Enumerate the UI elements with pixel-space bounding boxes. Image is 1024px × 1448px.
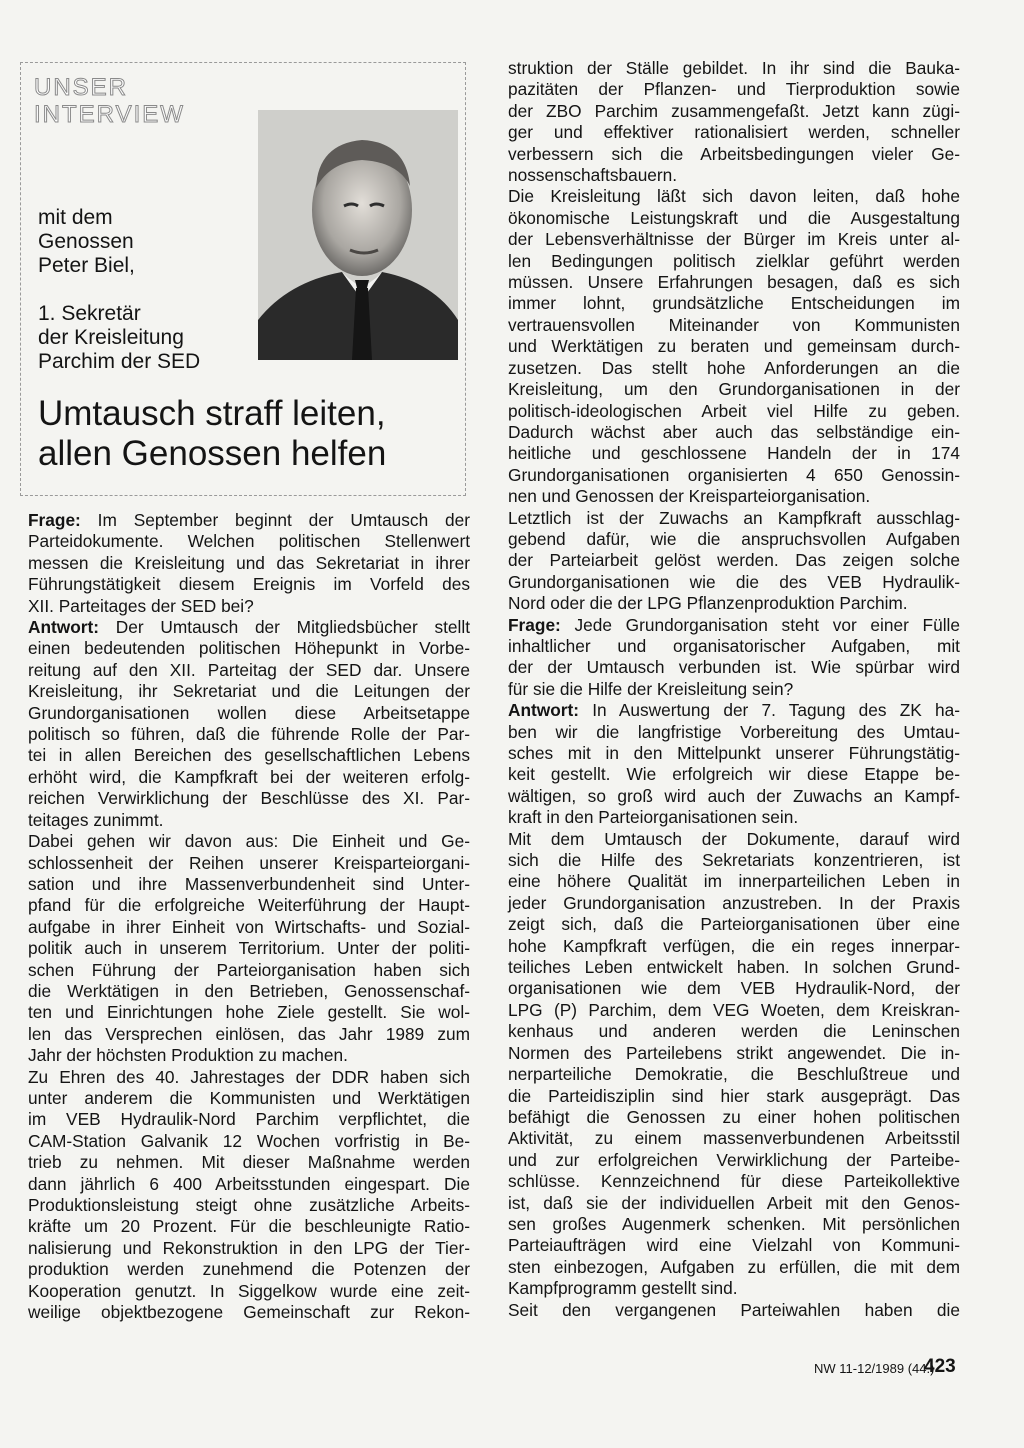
article-line: politisch-ideologischen Arbeit viel Hilfe zu geben. (508, 400, 960, 421)
kicker-line-1: UNSER (34, 74, 129, 101)
article-line: kräfte um 20 Prozent. Für die beschleunigte Ratio- (28, 1216, 470, 1237)
article-line: Jahr der höchsten Produktion zu machen. (28, 1045, 348, 1066)
article-line: Mit dem Umtausch der Dokumente, darauf wird (508, 828, 960, 849)
page-footer (814, 1356, 974, 1380)
page-number: 423 (924, 1356, 956, 1377)
article-line: Kampfprogramm gestellt sind. (508, 1278, 738, 1299)
article-line: reitung auf den XII. Parteitag der SED dar. Unsere (28, 659, 470, 680)
article-line: müssen. Unsere Erfahrungen besagen, daß es sich (508, 272, 960, 293)
article-line: einen bedeutenden politischen Höhepunkt in Vorbe- (28, 638, 470, 659)
article-line: ger und effektiver rationalisiert werden, schneller (508, 122, 960, 143)
article-line: vertrauensvollen Miteinander von Kommunisten (508, 314, 960, 335)
article-line: weilige objektbezogene Gemeinschaft zur Rekon- (28, 1302, 470, 1323)
intro-name: Peter Biel, (38, 254, 135, 277)
article-line: schen Führung der Parteiorganisation haben sich (28, 959, 470, 980)
speaker-label: Antwort: (508, 700, 580, 721)
article-line: zusetzen. Das stellt hohe Anforderungen an die (508, 357, 960, 378)
article-column-right (508, 58, 960, 1321)
article-line: Frage: Jede Grundorganisation steht vor einer Fülle (508, 614, 960, 635)
headline-line-2: allen Genossen helfen (38, 434, 387, 473)
article-line: Antwort: Der Umtausch der Mitgliedsbücher stellt (28, 617, 470, 638)
article-line: ten und Einrichtungen hohe Ziele gestellt. Sie wol- (28, 1002, 470, 1023)
article-line: Die Kreisleitung läßt sich davon leiten, daß hohe (508, 186, 960, 207)
article-line: zeigt sich, daß die Parteiorganisationen über eine (508, 914, 960, 935)
headline (38, 394, 458, 474)
article-line: organisationen wie dem VEB Hydraulik-Nord, der (508, 978, 960, 999)
issue-reference: NW 11-12/1989 (44.) (814, 1361, 935, 1376)
article-line: ökonomische Leistungskraft und die Ausgestaltung (508, 207, 960, 228)
intro-role: Parchim der SED (38, 350, 201, 373)
article-line: teiliches Leben entwickelt haben. In solchen Grund- (508, 957, 960, 978)
article-line: politik auch in unserem Territorium. Unter der politi- (28, 938, 470, 959)
article-line: kenhaus und anderen werden die Leninschen (508, 1021, 960, 1042)
article-line: reichen Verwirklichung der Beschlüsse des XI. Par- (28, 788, 470, 809)
article-line: Dadurch wächst aber auch das selbständige ein- (508, 421, 960, 442)
article-line: nerparteiliche Demokratie, die Beschlußtreue und (508, 1064, 960, 1085)
article-line: pfand für die erfolgreiche Weiterführung der Haupt- (28, 895, 470, 916)
article-column-left (28, 510, 470, 1323)
article-line: Grundorganisationen organisierten 4 650 Genossin- (508, 464, 960, 485)
article-line: kraft in den Parteiorganisationen sein. (508, 807, 799, 828)
article-line: Seit den vergangenen Parteiwahlen haben die (508, 1299, 960, 1320)
article-line: nen und Genossen der Kreisparteiorganisation. (508, 486, 871, 507)
article-line: Aktivität, zu einem massenverbundenen Arbeitsstil (508, 1128, 960, 1149)
article-line: Zu Ehren des 40. Jahrestages der DDR haben sich (28, 1066, 470, 1087)
article-line: immer lohnt, grundsätzliche Entscheidungen im (508, 293, 960, 314)
article-line: Kooperation genutzt. In Siggelkow wurde eine zeit- (28, 1280, 470, 1301)
article-line: inhaltlicher und organisatorischer Aufgaben, mit (508, 635, 960, 656)
article-line: Frage: Im September beginnt der Umtausch der (28, 510, 470, 530)
article-line: und zur erfolgreichen Verwirklichung der Parteibe- (508, 1149, 960, 1170)
article-line: nossenschaftsbauern. (508, 165, 678, 186)
article-line: Letztlich ist der Zuwachs an Kampfkraft ausschlag- (508, 507, 960, 528)
article-line: der der Umtausch verbunden ist. Wie spürbar wird (508, 657, 960, 678)
portrait-photo (258, 110, 458, 360)
article-line: Grundorganisationen wie die des VEB Hydraulik- (508, 571, 960, 592)
kicker-line-2: INTERVIEW (34, 101, 185, 128)
article-line: struktion der Ställe gebildet. In ihr sind die Bauka- (508, 58, 960, 78)
article-line: befähigt die Genossen zu einer hohen politischen (508, 1106, 960, 1127)
article-line: ben wir die langfristige Vorbereitung des Umtau- (508, 721, 960, 742)
article-line: len das Versprechen einlösen, das Jahr 1989 zum (28, 1023, 470, 1044)
article-line: erhöht wird, die Kampfkraft bei der weiteren erfolg- (28, 766, 470, 787)
speaker-label: Antwort: (28, 617, 100, 638)
article-line: tei in allen Bereichen des gesellschaftlichen Lebens (28, 745, 470, 766)
article-line: Kreisleitung, ihr Sekretariat und die Leitungen der (28, 681, 470, 702)
section-kicker (34, 74, 234, 128)
headline-line-1: Umtausch straff leiten, (38, 394, 386, 433)
article-line: sen großes Augenmerk schenken. Mit persönlichen (508, 1213, 960, 1234)
speaker-label: Frage: (508, 614, 561, 635)
intro-role: der Kreisleitung (38, 326, 184, 349)
intro-line: Genossen (38, 230, 134, 253)
article-line: pazitäten der Pflanzen- und Tierproduktion sowie (508, 79, 960, 100)
article-line: verbessern sich die Arbeitsbedingungen vieler Ge- (508, 143, 960, 164)
article-line: Grundorganisationen wollen diese Arbeitsetappe (28, 702, 470, 723)
article-line: trieb zu nehmen. Mit dieser Maßnahme werden (28, 1152, 470, 1173)
article-line: Antwort: In Auswertung der 7. Tagung des ZK ha- (508, 700, 960, 721)
article-line: wältigen, so groß wird auch der Zuwachs an Kampf- (508, 785, 960, 806)
article-line: produktion werden zunehmend die Potenzen der (28, 1259, 470, 1280)
article-line: Dabei gehen wir davon aus: Die Einheit und Ge- (28, 831, 470, 852)
intro-line: mit dem (38, 206, 113, 229)
article-line: nalisierung und Rekonstruktion in den LPG der Tier- (28, 1237, 470, 1258)
article-line: unter anderem die Kommunisten und Werktätigen (28, 1087, 470, 1108)
article-line: heitliche und geschlossene Handeln der in 174 (508, 443, 960, 464)
portrait-photo-icon (258, 110, 458, 360)
intro-role: 1. Sekretär (38, 302, 141, 325)
article-line: gebend dafür, wie die anspruchsvollen Aufgaben (508, 528, 960, 549)
article-line: dann jährlich 6 400 Arbeitsstunden eingespart. Die (28, 1173, 470, 1194)
article-line: sich die Hilfe des Sekretariats konzentrieren, ist (508, 850, 960, 871)
article-line: aufgabe in ihrer Einheit von Wirtschafts- und Sozial- (28, 916, 470, 937)
article-line: für sie die Hilfe der Kreisleitung sein? (508, 678, 794, 699)
article-line: sation und ihre Massenverbundenheit sind Unter- (28, 873, 470, 894)
article-line: die Werktätigen in den Betrieben, Genossenschaf- (28, 980, 470, 1001)
article-line: und Werktätigen zu beraten und gemeinsam durch- (508, 336, 960, 357)
article-line: keit gestellt. Wie erfolgreich wir diese Etappe be- (508, 764, 960, 785)
article-line: LPG (P) Parchim, dem VEG Woeten, dem Kreiskran- (508, 999, 960, 1020)
article-line: teitages zunimmt. (28, 809, 164, 830)
article-line: die Parteidisziplin sind hier stark ausgeprägt. Das (508, 1085, 960, 1106)
article-line: CAM-Station Galvanik 12 Wochen vorfristig in Be- (28, 1130, 470, 1151)
speaker-label: Frage: (28, 510, 81, 530)
article-line: sten einbezogen, Aufgaben zu erfüllen, die mit dem (508, 1256, 960, 1277)
article-line: ist, daß sie der individuellen Arbeit mit den Genos- (508, 1192, 960, 1213)
article-line: Kreisleitung, um den Grundorganisationen in der (508, 379, 960, 400)
article-line: politisch so führen, daß die führende Rolle der Par- (28, 724, 470, 745)
article-line: im VEB Hydraulik-Nord Parchim verpflichtet, die (28, 1109, 470, 1130)
article-line: Produktionsleistung steigt ohne zusätzliche Arbeits- (28, 1195, 470, 1215)
article-line: sches mit in den Mittelpunkt unserer Führungstätig- (508, 743, 960, 763)
article-line: der ZBO Parchim zusammengefaßt. Jetzt kann zügi- (508, 100, 960, 121)
article-line: Führungstätigkeit diesem Ereignis im Vorfeld des (28, 574, 470, 595)
article-line: der Lebensverhältnisse der Bürger im Kreis unter al- (508, 229, 960, 250)
article-line: Nord oder die der LPG Pflanzenproduktion Parchim. (508, 593, 908, 614)
article-line: Parteidokumente. Welchen politischen Stellenwert (28, 531, 470, 552)
article-line: Normen des Parteilebens strikt angewendet. Die in- (508, 1042, 960, 1063)
article-line: jeder Grundorganisation anzustreben. In der Praxis (508, 892, 960, 913)
article-line: hohe Kampfkraft verfügen, die ein reges innerpar- (508, 935, 960, 956)
article-line: eine höhere Qualität im innerparteilichen Leben in (508, 871, 960, 892)
article-line: Parteiaufträgen wird eine Vielzahl von Kommuni- (508, 1235, 960, 1256)
interviewee-intro (38, 206, 250, 374)
article-line: der Parteiarbeit gelöst werden. Das zeigen solche (508, 550, 960, 571)
article-line: schlüsse. Kennzeichnend für diese Parteikollektive (508, 1171, 960, 1192)
article-line: len Bedingungen politisch zielklar geführt werden (508, 250, 960, 271)
article-line: messen die Kreisleitung und das Sekretariat in ihrer (28, 552, 470, 573)
article-line: schlossenheit der Reihen unserer Kreisparteiorgani- (28, 852, 470, 873)
article-line: XII. Parteitages der SED bei? (28, 595, 254, 616)
